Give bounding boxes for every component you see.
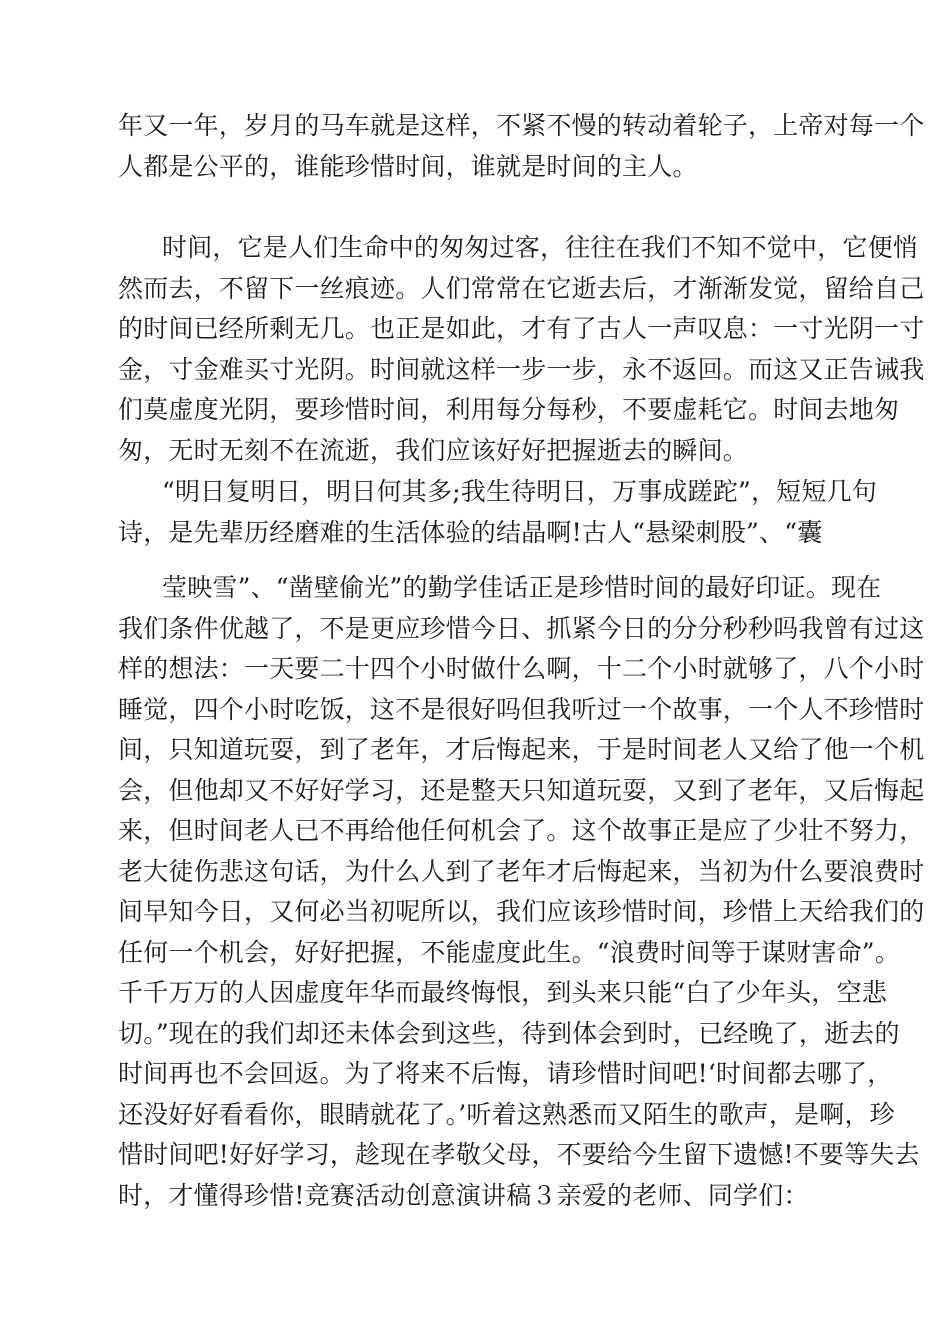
text-line: 间，只知道玩耍，到了老年，才后悔起来，于是时间老人又给了他一个机 (118, 735, 925, 764)
text-line: 年又一年，岁月的马车就是这样，不紧不慢的转动着轮子，上帝对每一个 (118, 111, 925, 140)
text-line: 样的想法：一天要二十四个小时做什么啊，十二个小时就够了，八个小时 (118, 654, 925, 683)
text-line: 千千万万的人因虚度年华而最终悔恨，到头来只能“白了少年头，空悲 (118, 978, 887, 1007)
text-line: “明日复明日，明日何其多;我生待明日，万事成蹉跎”，短短几句 (162, 477, 877, 506)
text-line: 时间，它是人们生命中的匆匆过客，往往在我们不知不觉中，它便悄 (162, 233, 919, 262)
paragraph-2 (118, 228, 925, 471)
paragraph-4 (118, 568, 925, 1216)
paragraph-1 (118, 106, 925, 187)
text-line: 匆，无时无刻不在流逝，我们应该好好把握逝去的瞬间。 (118, 435, 749, 465)
text-line: 任何一个机会，好好把握，不能虚度此生。“浪费时间等于谋财害命”。 (118, 937, 900, 967)
text-line: 我们条件优越了，不是更应珍惜今日、抓紧今日的分分秒秒吗我曾有过这 (118, 613, 925, 643)
text-line: 然而去，不留下一丝痕迹。人们常常在它逝去后，才渐渐发觉，留给自己 (118, 273, 925, 303)
text-line: 们莫虚度光阴，要珍惜时间，利用每分每秒，不要虚耗它。时间去地匆 (118, 395, 900, 424)
text-line: 时，才懂得珍惜!竞赛活动创意演讲稿３亲爱的老师、同学们： (118, 1180, 809, 1210)
text-line: 惜时间吧!好好学习，趁现在孝敬父母，不要给今生留下遗憾!不要等失去 (118, 1140, 920, 1169)
text-line: 睡觉，四个小时吃饭，这不是很好吗但我听过一个故事，一个人不珍惜时 (118, 694, 925, 724)
text-line: 莹映雪”、“凿壁偷光”的勤学佳话正是珍惜时间的最好印证。现在 (162, 573, 882, 602)
text-line: 老大徒伤悲这句话，为什么人到了老年才后悔起来，当初为什么要浪费时 (118, 856, 925, 886)
text-line: 金，寸金难买寸光阴。时间就这样一步一步，永不返回。而这又正告诫我 (118, 354, 925, 384)
text-line: 人都是公平的，谁能珍惜时间，谁就是时间的主人。 (118, 151, 698, 181)
text-line: 切。”现在的我们却还未体会到这些，待到体会到时，已经晚了，逝去的 (118, 1018, 900, 1048)
text-line: 还没好好看看你，眼睛就花了。’听着这熟悉而又陌生的歌声，是啊，珍 (118, 1099, 895, 1129)
text-line: 会，但他却又不好好学习，还是整天只知道玩耍，又到了老年，又后悔起 (118, 775, 925, 805)
text-line: 间早知今日，又何必当初呢所以，我们应该珍惜时间，珍惜上天给我们的 (118, 897, 925, 926)
text-line: 来，但时间老人已不再给他任何机会了。这个故事正是应了少壮不努力， (118, 816, 925, 845)
paragraph-3 (118, 472, 877, 553)
text-line: 时间再也不会回返。为了将来不后悔，请珍惜时间吧!‘时间都去哪了， (118, 1059, 893, 1088)
text-line: 的时间已经所剩无几。也正是如此，才有了古人一声叹息：一寸光阴一寸 (118, 314, 925, 343)
text-line: 诗，是先辈历经磨难的生活体验的结晶啊!古人“悬梁刺股”、“囊 (118, 517, 823, 547)
